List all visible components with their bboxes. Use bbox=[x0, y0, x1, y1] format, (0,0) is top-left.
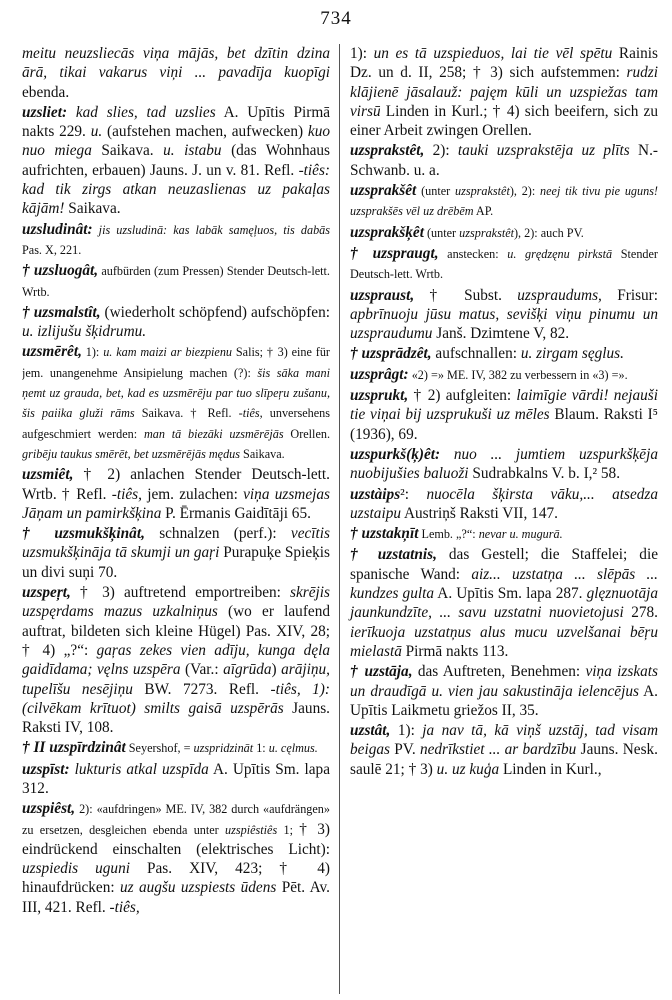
example-text-small: jis uzsludinā: kas labāk samęļuos, tis dabās bbox=[92, 222, 330, 237]
dictionary-entry bbox=[22, 760, 330, 799]
dictionary-entry bbox=[22, 303, 330, 342]
entry-headword: † uzstāja, bbox=[350, 663, 413, 681]
example-text-small: -tiês, bbox=[238, 406, 263, 421]
entry-headword: uzstàips bbox=[350, 485, 401, 503]
entry-text: Pirmā nakts 113. bbox=[401, 642, 509, 660]
entry-headword: † II uzspīrdzinât bbox=[22, 739, 126, 757]
note-text-small: 1; bbox=[277, 822, 300, 837]
entry-headword: † uzstatnis, bbox=[350, 546, 437, 564]
note-text-small: Lemb. „?“: bbox=[418, 527, 479, 542]
dictionary-entry bbox=[22, 342, 330, 464]
entry-text: A. Upītis Sm. lapa 312. bbox=[22, 760, 330, 797]
entry-text: das Gestell; die Staffelei; die spanische Wand: bbox=[350, 546, 658, 583]
dictionary-entry bbox=[22, 799, 330, 917]
example-text: nuocēla šķirsta vāku,... atsedza uzstaipu bbox=[350, 485, 658, 522]
example-text: -tiês, bbox=[111, 485, 142, 503]
entry-text: 1): bbox=[390, 722, 423, 740]
example-text: ierīkuoja uzstatņus alus mucu uzvelšanai bēŗu mielastā bbox=[350, 623, 658, 660]
entry-headword: uzspeŗt, bbox=[22, 584, 71, 602]
entry-text: BW. 7273. Refl. bbox=[132, 680, 271, 698]
example-text: kuo nuo miega bbox=[22, 123, 330, 160]
entry-headword: uzspīst: bbox=[22, 760, 70, 778]
example-text: nuo ... jumtiem uzspurkšķēja nuobijušies baluoži bbox=[350, 445, 658, 483]
entry-text: Saikava. bbox=[64, 200, 121, 218]
entry-text: (das Wohnhaus aufrichten, erbauen) Jauns. J. un v. 81. Refl. bbox=[22, 142, 330, 179]
example-text-small: man tā biezāki uzsmērējās bbox=[143, 426, 284, 441]
entry-text: Pas. XIV, 423; † 4) hinaufdrücken: bbox=[22, 860, 330, 897]
page-number: 734 bbox=[320, 8, 352, 29]
dictionary-entry bbox=[350, 386, 658, 444]
example-text: meitu neuzsliecās viņa mājās, bet dzītin dzina ārā, tikai vakarus viņi ... pavadīja kuopīgi bbox=[22, 45, 330, 82]
example-text: viņa izskats un draudīgā u. vien jau sakustināja ielencējus bbox=[350, 663, 658, 700]
example-text-small: šis sāka mani ņemt uz grauda, bet, kad es uzsmērēju par tuo slīpeŗu zušanu, šis paiika gluži rāms bbox=[22, 365, 330, 421]
entry-text: PV. bbox=[389, 741, 420, 759]
example-text: lukturis atkal uzspīda bbox=[69, 760, 209, 778]
example-text-small: uzsprakstêt bbox=[459, 225, 514, 240]
dictionary-entry bbox=[350, 662, 658, 720]
example-text: uzspiedis uguni bbox=[22, 860, 130, 878]
example-text: uzspraudums, bbox=[517, 286, 602, 304]
entry-headword: uzspurkš(ķ)êt: bbox=[350, 445, 441, 463]
example-text: laimīgie vārdi! nejauši tie viņai bij uzsprukuši uz mēles bbox=[350, 387, 658, 424]
note-text-small: Saikava. † Refl. bbox=[134, 406, 239, 421]
entry-text: N.-Schwanb. u. a. bbox=[350, 142, 658, 179]
example-text: u. izlijušu šķidrumu. bbox=[22, 323, 147, 341]
dictionary-entry bbox=[22, 524, 330, 582]
entry-headword: uzsprâgt: bbox=[350, 365, 409, 383]
entry-headword: uzsmiêt, bbox=[22, 466, 74, 484]
example-text: -tiês, 1): (cilvēkam krītuot) smilts gaisā uzspērās bbox=[22, 680, 330, 717]
example-text: aīgrūda bbox=[223, 661, 272, 679]
entry-headword: uzsmērêt, bbox=[22, 343, 82, 361]
example-text: viņa uzsmejas Jāņam un pamirkšķina bbox=[22, 485, 330, 522]
dictionary-entry bbox=[350, 721, 658, 779]
dictionary-entry bbox=[350, 223, 658, 243]
two-column-body bbox=[22, 44, 658, 994]
dictionary-entry bbox=[350, 286, 658, 344]
dictionary-entry bbox=[350, 524, 658, 544]
entry-text: ²: bbox=[400, 485, 427, 503]
entry-headword: uzsprakšêt bbox=[350, 182, 417, 200]
note-text-small: Stender Deutsch-lett. Wrtb. bbox=[350, 246, 658, 282]
entry-headword: † uzsluogât, bbox=[22, 262, 99, 280]
example-text: kad slies, tad uzslies bbox=[67, 103, 216, 121]
entry-headword: † uzsprādzêt, bbox=[350, 345, 432, 363]
entry-text: † 2) aufgleiten: bbox=[408, 387, 517, 405]
note-text-small: AP. bbox=[473, 204, 494, 219]
dictionary-entry bbox=[350, 44, 658, 140]
example-text: u. bbox=[90, 123, 103, 141]
example-text-small: u. cęlmus. bbox=[268, 741, 318, 756]
note-text-small: anstecken: bbox=[438, 246, 508, 261]
entry-headword: uzspiêst, bbox=[22, 800, 76, 818]
entry-text: ebenda. bbox=[22, 83, 70, 101]
entry-text: Sudrabkalns V. b. I,² 58. bbox=[468, 465, 621, 483]
entry-headword: uzsprakstêt, bbox=[350, 142, 425, 160]
note-text-small: Seyershof, = bbox=[125, 741, 194, 756]
entry-text: 1): bbox=[350, 45, 374, 62]
example-text: tauki uzsprakstēja uz plīts bbox=[457, 142, 630, 160]
example-text: aiz... uzstatņa ... slēpās ... kundzes gulta bbox=[350, 565, 658, 603]
dictionary-entry bbox=[350, 445, 658, 484]
entry-text: (Var.: bbox=[180, 661, 224, 679]
entry-text: schnalzen (perf.): bbox=[144, 525, 291, 543]
note-text-small: Orellen. bbox=[283, 426, 330, 441]
entry-text: aufschnallen: bbox=[431, 345, 521, 363]
example-text: u. uz kuģa bbox=[436, 760, 500, 778]
note-text-small: (unter bbox=[423, 225, 460, 240]
example-text-small: uzspridzināt bbox=[193, 741, 254, 756]
example-text-small: uzspiêstiês bbox=[225, 822, 278, 837]
dictionary-entry bbox=[350, 365, 658, 385]
entry-text: 278. bbox=[623, 604, 658, 622]
example-text: un es tā uzspieduos, lai tie vēl spētu bbox=[373, 45, 613, 62]
example-text-small: nevar u. mugurā. bbox=[478, 527, 563, 542]
example-text-small: uzsprakstêt bbox=[454, 184, 510, 199]
example-text: -tiês: kad tik zirgs atkan neuzaslienas uz pakaļas kājām! bbox=[22, 161, 330, 218]
note-text-small: aufbürden (zum Pressen) Stender Deutsch-lett. Wrtb. bbox=[22, 264, 330, 299]
entry-text: † 3) eindrückend einschalten (elektrisches Licht): bbox=[22, 820, 330, 858]
entry-text: † 3) auftretend emportreiben: bbox=[70, 584, 291, 602]
entry-headword: † uzsmukšķinât, bbox=[22, 525, 145, 543]
entry-text: (aufstehen machen, aufwecken) bbox=[102, 123, 308, 141]
entry-text: Blaum. Raksti I⁵ (1936), 69. bbox=[350, 406, 658, 443]
left-column bbox=[22, 44, 340, 994]
entry-text: Saikava. bbox=[91, 142, 164, 160]
dictionary-entry bbox=[22, 103, 330, 219]
dictionary-entry bbox=[22, 738, 330, 758]
entry-text: (wiederholt schöpfend) aufschöpfen: bbox=[100, 303, 330, 321]
entry-text: ) bbox=[271, 661, 282, 679]
example-text: u. istabu bbox=[163, 142, 222, 160]
note-text-small: Saikava. bbox=[240, 446, 285, 461]
dictionary-entry bbox=[350, 545, 658, 661]
entry-text: jem. zulachen: bbox=[141, 485, 244, 503]
note-text-small: (unter bbox=[416, 184, 455, 199]
dictionary-entry bbox=[22, 583, 330, 737]
note-text-small: unversehens aufgeschmiert werden: bbox=[22, 406, 330, 441]
entry-text: Pēt. Av. III, 421. Refl. bbox=[22, 879, 330, 916]
entry-headword: uzsprakšķêt bbox=[350, 223, 424, 241]
entry-text: Frisur: bbox=[601, 286, 658, 304]
entry-headword: † uzstakņīt bbox=[350, 525, 419, 543]
entry-text: Austriņš Raksti VII, 147. bbox=[401, 504, 558, 522]
example-text: arājiņu, tupelīšu nesējiņu bbox=[22, 661, 330, 698]
entry-text: (wo er laufend auftrat, bildeten sich kleine Hügel) Pas. XIV, 28; † 4) „?“: bbox=[22, 603, 331, 659]
entry-text: † Subst. bbox=[414, 286, 518, 304]
dictionary-entry bbox=[22, 261, 330, 302]
example-text: u. zirgam sęglus. bbox=[520, 345, 624, 363]
entry-text: Janš. Dzimtene V, 82. bbox=[432, 325, 570, 343]
example-text: skrējis uzspęrdams mazus uzkalniņus bbox=[22, 584, 330, 621]
entry-text: † 2) anlachen Stender Deutsch-lett. Wrtb. † Refl. bbox=[22, 466, 330, 503]
entry-text: Linden in Kurl., bbox=[499, 760, 602, 778]
example-text: rudzi klājienē jāsalauž: pajęm kūli un uzspiežas tam virsū bbox=[350, 64, 658, 120]
example-text: ja nav tā, kā viņš uzstāj, tad visam beigas bbox=[350, 722, 658, 759]
entry-text: das Auftreten, Benehmen: bbox=[412, 663, 586, 681]
entry-text: Rainis Dz. un d. II, 258; † 3) sich aufstemmen: bbox=[350, 45, 658, 82]
dictionary-entry bbox=[350, 485, 658, 524]
entry-headword: uzsludinât: bbox=[22, 220, 93, 238]
note-text-small: Salis; † 3) eine für jem. unangenehme Ansipielung machen (?): bbox=[22, 345, 330, 380]
entry-headword: † uzspraugt, bbox=[350, 244, 439, 262]
entry-headword: uzspraust, bbox=[350, 286, 415, 304]
note-text-small: 1: bbox=[253, 741, 269, 756]
example-text-small: gribēju taukus smērēt, bet uzsmērējās mędus bbox=[22, 446, 240, 461]
entry-text: Jauns. Raksti IV, 108. bbox=[22, 699, 330, 737]
right-column bbox=[340, 44, 658, 994]
note-text-small: 1): bbox=[81, 345, 104, 360]
entry-text: Linden in Kurl.; † 4) sich beeifern, sich zu einer Arbeit zwingen Orellen. bbox=[350, 102, 658, 140]
dictionary-entry bbox=[350, 244, 658, 285]
note-text-small: 2): «aufdringen» ME. IV, 382 durch «aufdrängen» zu ersetzen, desgleichen ebenda unter bbox=[22, 802, 330, 837]
entry-text: 2): bbox=[424, 142, 458, 160]
example-text-small: u. kam maizi ar biezpienu bbox=[103, 345, 233, 360]
entry-text: A. Upītis Sm. lapa 287. bbox=[434, 585, 587, 603]
entry-text: Jauns. Nesk. saulē 21; † 3) bbox=[350, 741, 658, 778]
entry-text: A. Upītis Laikmetu griežos II, 35. bbox=[350, 682, 658, 719]
note-text-small: ), 2): auch PV. bbox=[514, 225, 584, 240]
dictionary-entry bbox=[22, 465, 330, 523]
example-text-small: neej tik tivu pie uguns! uzsprakšēs vēl uz drēbēm bbox=[350, 184, 658, 219]
entry-text: Purapuķe Spieķis un divi suņi 70. bbox=[22, 544, 330, 581]
note-text-small: Pas. X, 221. bbox=[22, 242, 82, 257]
example-text: nedrīkstiet ... ar bardzību bbox=[419, 741, 577, 759]
note-text-small: ), 2): bbox=[509, 184, 541, 199]
dictionary-entry bbox=[350, 181, 658, 222]
note-text-small: «2) =» ME. IV, 382 zu verbessern in «3) =». bbox=[408, 367, 628, 382]
entry-text: P. Ērmanis Gaidītāji 65. bbox=[161, 504, 311, 522]
example-text: vecītis uzsmukšķināja tā skumji un gaŗi bbox=[22, 525, 330, 562]
entry-headword: uzsliet: bbox=[22, 103, 68, 121]
entry-text: A. Upītis Pirmā nakts 229. bbox=[22, 103, 331, 141]
dictionary-entry bbox=[350, 141, 658, 180]
example-text: gaŗas zekes vien adīju, kunga dęla gaidīdama; vęlns uzspēra bbox=[22, 641, 331, 679]
dictionary-entry bbox=[350, 344, 658, 363]
entry-headword: uzstât, bbox=[350, 722, 391, 740]
entry-headword: † uzsmalstît, bbox=[22, 303, 101, 321]
example-text: -tiês, bbox=[109, 898, 140, 916]
example-text: apbrīnuoju jūsu matus, sevišķi viņu pinumu un uzspraudumu bbox=[350, 305, 658, 343]
example-text: uz augšu uzspiests ūdens bbox=[119, 879, 277, 897]
entry-headword: uzsprukt, bbox=[350, 387, 409, 405]
example-text: glęznuotāja jaunkundzīte, ... savu uzstatni nuovietojusi bbox=[350, 585, 658, 622]
dictionary-entry bbox=[22, 44, 330, 102]
dictionary-entry bbox=[22, 220, 330, 261]
example-text-small: u. grędzęnu pirkstā bbox=[507, 246, 613, 261]
